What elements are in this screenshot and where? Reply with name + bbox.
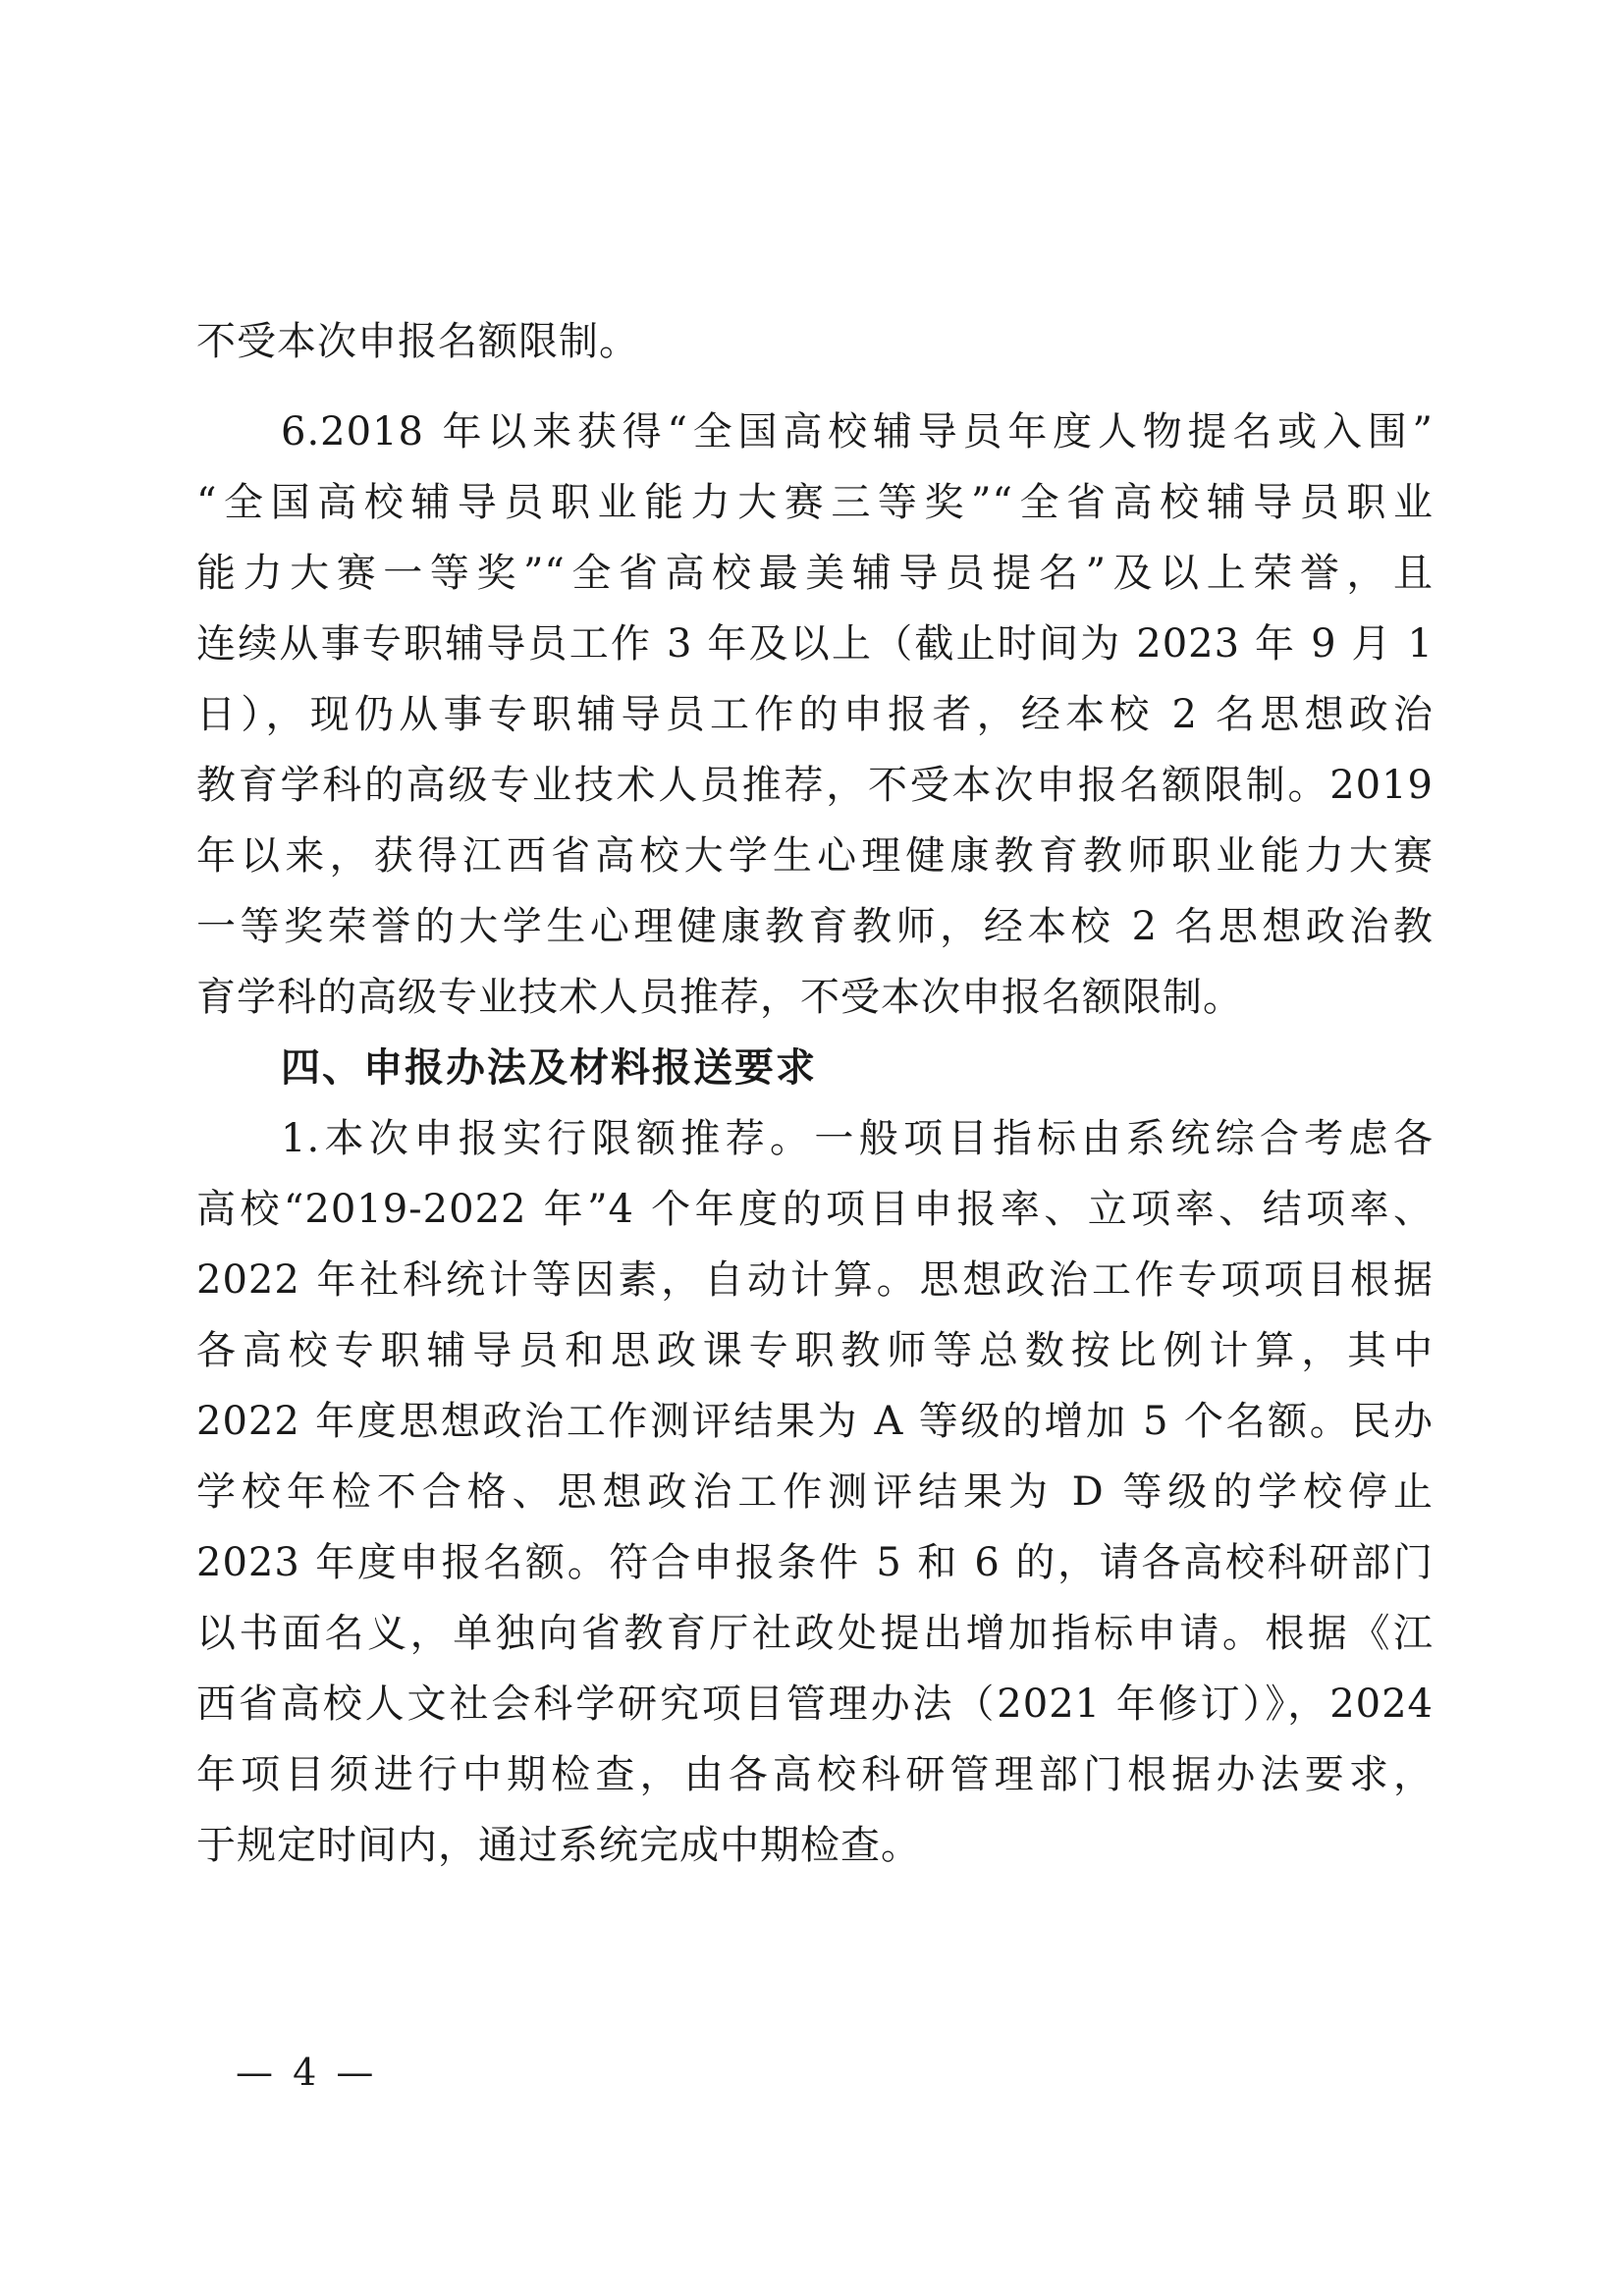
text-line: 育学科的高级专业技术人员推荐，不受本次申报名额限制。 (196, 975, 1243, 1020)
text-line: 连续从事专职辅导员工作 3 年及以上（截止时间为 2023 年 9 月 1 (196, 621, 1434, 667)
text-line: 2023 年度申报名额。符合申报条件 5 和 6 的，请各高校科研部门 (196, 1540, 1434, 1585)
section-heading: 四、申报办法及材料报送要求 (281, 1045, 817, 1091)
text-line: “全国高校辅导员职业能力大赛三等奖”“全省高校辅导员职业 (196, 480, 1434, 525)
text-line: 以书面名义，单独向省教育厅社政处提出增加指标申请。根据《江 (196, 1611, 1434, 1656)
text-line: 日），现仍从事专职辅导员工作的申报者，经本校 2 名思想政治 (196, 692, 1434, 737)
text-line: 年项目须进行中期检查，由各高校科研管理部门根据办法要求， (196, 1752, 1434, 1797)
text-line: 不受本次申报名额限制。 (196, 319, 639, 364)
text-line: 西省高校人文社会科学研究项目管理办法（2021 年修订）》，2024 (196, 1682, 1434, 1727)
text-line: 年以来，获得江西省高校大学生心理健康教育教师职业能力大赛 (196, 833, 1434, 879)
text-line: 2022 年社科统计等因素，自动计算。思想政治工作专项项目根据 (196, 1257, 1434, 1303)
text-line: 能力大赛一等奖”“全省高校最美辅导员提名”及以上荣誉，且 (196, 551, 1434, 596)
text-line: 各高校专职辅导员和思政课专职教师等总数按比例计算，其中 (196, 1328, 1434, 1373)
text-line: 1.本次申报实行限额推荐。一般项目指标由系统综合考虑各 (281, 1116, 1434, 1161)
text-line: 于规定时间内，通过系统完成中期检查。 (196, 1823, 921, 1868)
page-number: — 4 — (236, 2051, 378, 2094)
text-line: 高校“2019-2022 年”4 个年度的项目申报率、立项率、结项率、 (196, 1187, 1434, 1232)
text-line: 教育学科的高级专业技术人员推荐，不受本次申报名额限制。2019 (196, 763, 1434, 808)
text-line: 6.2018 年以来获得“全国高校辅导员年度人物提名或入围” (281, 409, 1434, 454)
text-line: 学校年检不合格、思想政治工作测评结果为 D 等级的学校停止 (196, 1469, 1434, 1515)
text-line: 2022 年度思想政治工作测评结果为 A 等级的增加 5 个名额。民办 (196, 1399, 1434, 1444)
text-line: 一等奖荣誉的大学生心理健康教育教师，经本校 2 名思想政治教 (196, 904, 1434, 949)
